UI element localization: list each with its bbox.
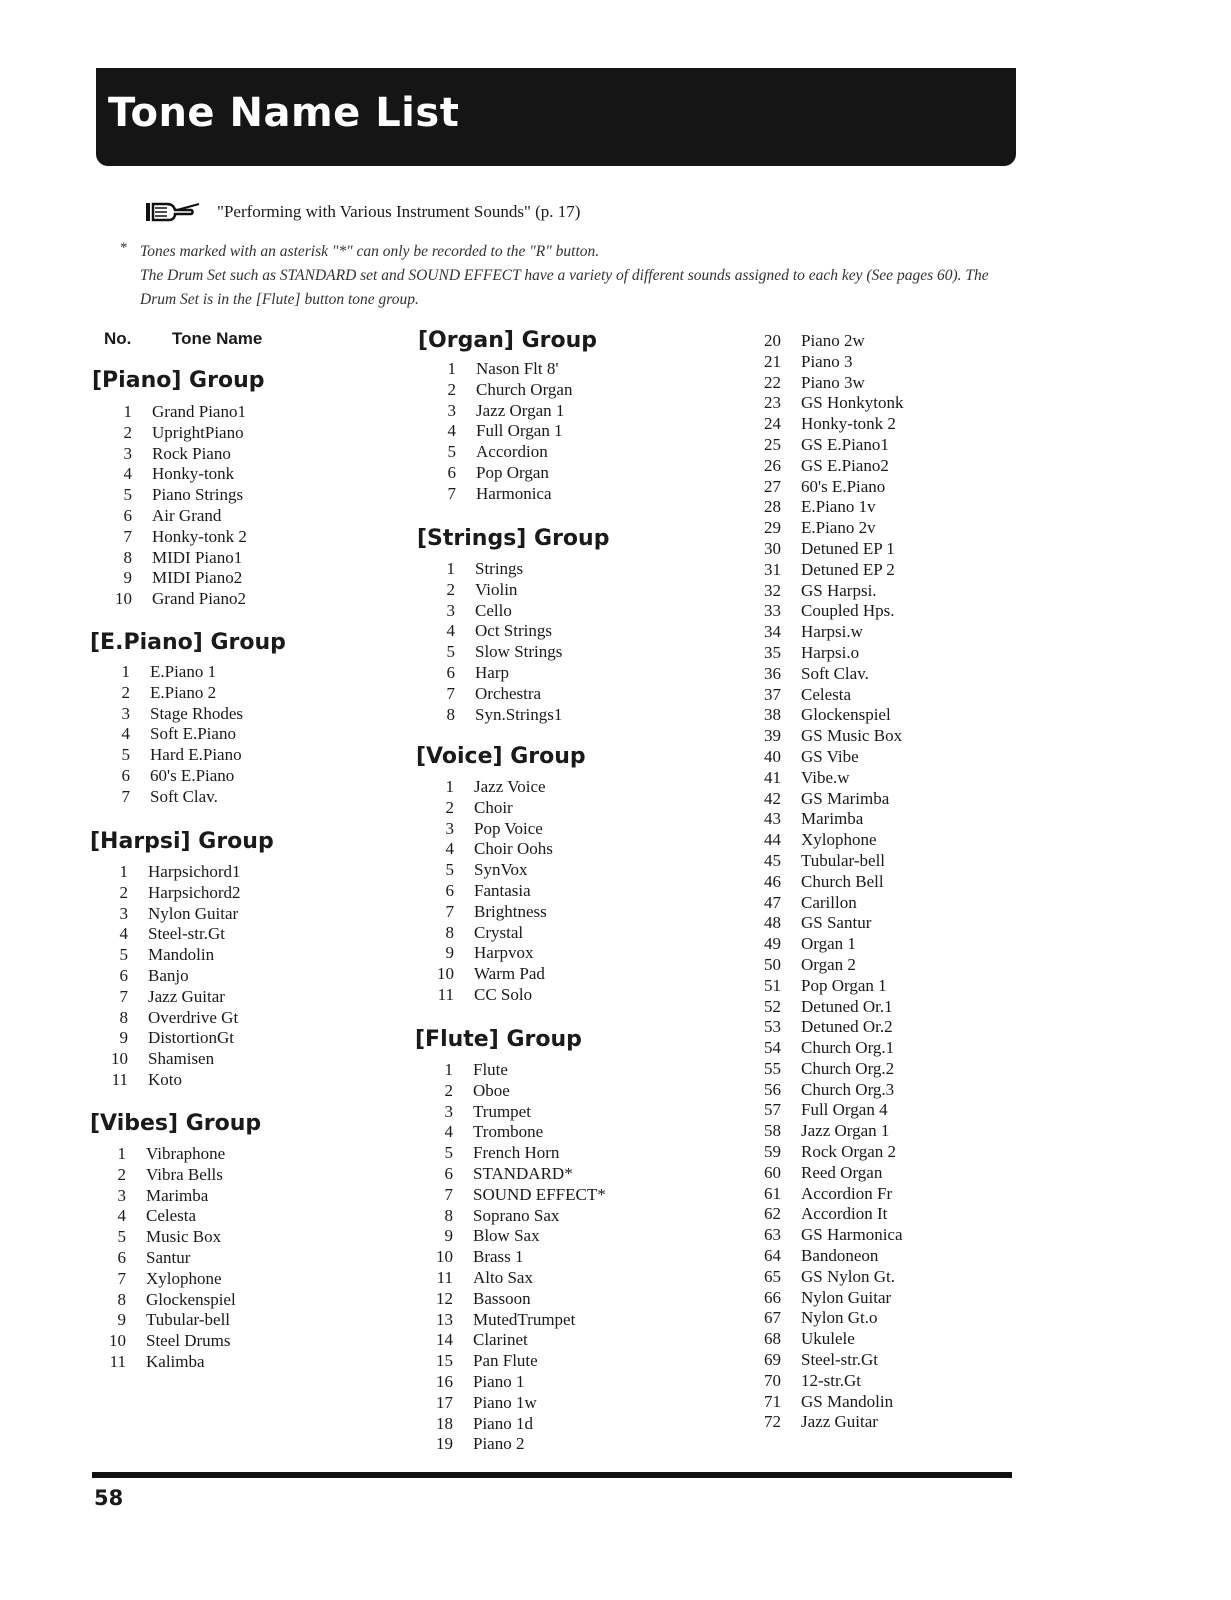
- tone-number: 3: [117, 1185, 126, 1205]
- tone-name: 60's E.Piano: [801, 476, 886, 496]
- tone-number: 3: [119, 903, 128, 923]
- tone-number: 2: [444, 1080, 453, 1100]
- tone-name: Church Organ: [476, 379, 573, 399]
- tone-name: Koto: [148, 1069, 182, 1089]
- tone-name: Harpsichord1: [148, 862, 241, 881]
- tone-name: Kalimba: [146, 1351, 205, 1371]
- tone-name: Tubular-bell: [801, 850, 886, 870]
- piano-group-title: [Piano] Group: [92, 368, 265, 393]
- tone-name: CC Solo: [474, 984, 533, 1004]
- tone-number: 1: [447, 359, 456, 378]
- tone-number: 4: [119, 924, 128, 944]
- tone-number: 9: [444, 1226, 453, 1246]
- tone-number: 10: [115, 589, 132, 609]
- tone-number: 24: [764, 414, 781, 434]
- tone-name: MIDI Piano2: [152, 568, 243, 588]
- tone-number: 4: [445, 839, 454, 859]
- tone-number: 6: [444, 1163, 453, 1183]
- tone-number: 42: [764, 788, 781, 808]
- tone-name: Harpsi.o: [801, 642, 860, 662]
- tone-number: 18: [436, 1413, 453, 1433]
- tone-name: Trombone: [473, 1122, 544, 1142]
- tone-number: 72: [764, 1412, 781, 1432]
- tone-name: Vibraphone: [146, 1144, 226, 1163]
- tone-name: Honky-tonk 2: [152, 526, 247, 546]
- tone-number: 26: [764, 455, 781, 475]
- tone-name: Soprano Sax: [473, 1205, 560, 1225]
- tone-name: Tubular-bell: [146, 1310, 231, 1330]
- tone-name: Oct Strings: [475, 621, 552, 641]
- tone-name: Brightness: [474, 901, 547, 921]
- tone-number: 4: [117, 1206, 126, 1226]
- tone-name: Xylophone: [801, 830, 877, 850]
- tone-name: E.Piano 2: [150, 682, 217, 702]
- tone-number: 50: [764, 954, 781, 974]
- tone-number: 7: [445, 901, 454, 921]
- tone-name: Detuned Or.1: [801, 996, 893, 1016]
- tone-number: 7: [121, 786, 130, 806]
- tone-number: 29: [764, 518, 781, 538]
- tone-name: GS Vibe: [801, 746, 859, 766]
- tone-number: 9: [445, 943, 454, 963]
- tone-name: Church Org.3: [801, 1079, 895, 1099]
- tone-number: 51: [764, 975, 781, 995]
- tone-number: 6: [119, 965, 128, 985]
- tone-name: Organ 1: [801, 934, 856, 954]
- organ-group-title: [Organ] Group: [418, 328, 598, 353]
- tone-name: Fantasia: [474, 880, 531, 900]
- tone-number: 3: [447, 400, 456, 420]
- tone-number: 32: [764, 580, 781, 600]
- tone-name: Slow Strings: [475, 642, 563, 662]
- tone-name: MIDI Piano1: [152, 547, 243, 567]
- tone-name: Detuned EP 2: [801, 559, 895, 579]
- tone-name: Jazz Guitar: [801, 1412, 878, 1432]
- tone-number: 13: [436, 1309, 453, 1329]
- tone-number: 62: [764, 1204, 781, 1224]
- tone-number: 71: [764, 1391, 781, 1411]
- tone-name: Soft Clav.: [150, 786, 218, 806]
- header-tone-name: Tone Name: [172, 329, 263, 348]
- tone-name: Accordion: [476, 442, 548, 462]
- tone-number: 5: [447, 442, 456, 462]
- tone-number: 8: [446, 704, 455, 724]
- tone-number: 4: [446, 621, 455, 641]
- tone-name: Piano 2: [473, 1434, 525, 1454]
- tone-name: Alto Sax: [473, 1267, 533, 1287]
- strings-group-title: [Strings] Group: [417, 526, 610, 551]
- tone-name: SOUND EFFECT*: [473, 1184, 606, 1204]
- tone-name: Celesta: [146, 1206, 197, 1226]
- tone-number: 11: [437, 984, 454, 1004]
- tone-number: 36: [764, 663, 781, 683]
- flute-group-title: [Flute] Group: [415, 1027, 582, 1052]
- tone-name: Steel-str.Gt: [801, 1350, 878, 1370]
- tone-name: GS Music Box: [801, 726, 903, 746]
- tone-name: Piano 2w: [801, 331, 865, 350]
- tone-number: 64: [764, 1246, 781, 1266]
- tone-number: 66: [764, 1287, 781, 1307]
- tone-name: Banjo: [148, 965, 189, 985]
- tone-name: Grand Piano1: [152, 402, 246, 421]
- tone-number: 6: [447, 462, 456, 482]
- tone-number: 10: [436, 1247, 453, 1267]
- title-bar: [96, 68, 1016, 166]
- tone-number: 1: [444, 1060, 453, 1079]
- tone-number: 15: [436, 1351, 453, 1371]
- tone-number: 16: [436, 1371, 453, 1391]
- reference-text[interactable]: "Performing with Various Instrument Sounds" (p. 17): [217, 202, 581, 221]
- notes: [140, 240, 1020, 312]
- tone-name: Pan Flute: [473, 1351, 538, 1371]
- tone-number: 5: [445, 860, 454, 880]
- tone-name: Glockenspiel: [801, 705, 891, 725]
- tone-name: Harp: [475, 662, 509, 682]
- tone-name: Celesta: [801, 684, 852, 704]
- tone-number: 67: [764, 1308, 781, 1328]
- tone-number: 4: [121, 724, 130, 744]
- tone-number: 59: [764, 1142, 781, 1162]
- tone-number: 9: [119, 1028, 128, 1048]
- tone-number: 5: [119, 945, 128, 965]
- tone-name: Hard E.Piano: [150, 745, 242, 765]
- tone-name: Piano 3: [801, 351, 853, 371]
- tone-number: 1: [446, 559, 455, 578]
- tone-number: 25: [764, 434, 781, 454]
- tone-name: Bandoneon: [801, 1246, 879, 1266]
- tone-number: 10: [111, 1049, 128, 1069]
- tone-name: French Horn: [473, 1143, 560, 1163]
- tone-number: 4: [447, 421, 456, 441]
- tone-name: STANDARD*: [473, 1163, 573, 1183]
- tone-number: 61: [764, 1183, 781, 1203]
- tone-number: 1: [119, 862, 128, 881]
- tone-name: Harpsi.w: [801, 622, 863, 642]
- tone-number: 2: [445, 797, 454, 817]
- tone-number: 2: [446, 579, 455, 599]
- tone-number: 12: [436, 1288, 453, 1308]
- tone-name: Jazz Organ 1: [476, 400, 565, 420]
- tone-number: 7: [119, 986, 128, 1006]
- tone-number: 5: [123, 485, 132, 505]
- tone-number: 52: [764, 996, 781, 1016]
- tone-number: 1: [117, 1144, 126, 1163]
- tone-name: Jazz Voice: [474, 777, 546, 796]
- tone-name: Soft E.Piano: [150, 724, 236, 744]
- tone-name: Pop Organ 1: [801, 975, 887, 995]
- tone-number: 11: [111, 1069, 128, 1089]
- tone-name: Full Organ 1: [476, 421, 563, 441]
- tone-number: 60: [764, 1162, 781, 1182]
- tone-name: Stage Rhodes: [150, 703, 244, 723]
- tone-name: Jazz Guitar: [148, 986, 225, 1006]
- tone-number: 33: [764, 601, 781, 621]
- tone-name: Choir Oohs: [474, 839, 553, 859]
- tone-name: Accordion It: [801, 1204, 888, 1224]
- tone-name: E.Piano 1v: [801, 497, 876, 517]
- tone-number: 5: [121, 745, 130, 765]
- tone-number: 2: [447, 379, 456, 399]
- tone-name: Mandolin: [148, 945, 215, 965]
- tone-number: 34: [764, 622, 781, 642]
- tone-name: Pop Organ: [476, 462, 549, 482]
- tone-name: Grand Piano2: [152, 589, 246, 609]
- pointing-hand-icon: [145, 198, 203, 226]
- tone-name: Marimba: [801, 809, 864, 829]
- tone-number: 69: [764, 1350, 781, 1370]
- tone-number: 58: [764, 1121, 781, 1141]
- tone-name: E.Piano 2v: [801, 518, 876, 538]
- tone-name: GS E.Piano2: [801, 455, 889, 475]
- tone-name: Steel Drums: [146, 1331, 231, 1351]
- tone-number: 38: [764, 705, 781, 725]
- tone-name: GS Marimba: [801, 788, 890, 808]
- tone-number: 47: [764, 892, 781, 912]
- tone-number: 43: [764, 809, 781, 829]
- tone-name: Air Grand: [152, 505, 222, 525]
- tone-number: 48: [764, 913, 781, 933]
- tone-name: Reed Organ: [801, 1162, 883, 1182]
- tone-number: 2: [121, 682, 130, 702]
- tone-number: 7: [444, 1184, 453, 1204]
- tone-name: GS Harmonica: [801, 1225, 903, 1245]
- tone-name: GS Santur: [801, 913, 872, 933]
- tone-number: 35: [764, 642, 781, 662]
- page-title: Tone Name List: [108, 90, 460, 136]
- note-line-1: Tones marked with an asterisk "*" can only be recorded to the "R" button.: [140, 243, 600, 260]
- tone-number: 39: [764, 726, 781, 746]
- tone-number: 7: [446, 683, 455, 703]
- tone-name: Strings: [475, 559, 524, 578]
- tone-number: 19: [436, 1434, 453, 1454]
- tone-number: 7: [123, 526, 132, 546]
- tone-number: 45: [764, 850, 781, 870]
- tone-name: Church Bell: [801, 871, 884, 891]
- tone-number: 8: [117, 1289, 126, 1309]
- tone-number: 6: [121, 765, 130, 785]
- tone-number: 11: [109, 1351, 126, 1371]
- tone-number: 9: [117, 1310, 126, 1330]
- tone-number: 8: [123, 547, 132, 567]
- tone-name: Coupled Hps.: [801, 601, 895, 621]
- tone-number: 70: [764, 1370, 781, 1390]
- tone-name: Piano 3w: [801, 372, 865, 392]
- tone-name: Cello: [475, 600, 512, 620]
- tone-number: 65: [764, 1266, 781, 1286]
- tone-number: 11: [436, 1267, 453, 1287]
- tone-name: GS Harpsi.: [801, 580, 877, 600]
- tone-number: 3: [446, 600, 455, 620]
- tone-name: Glockenspiel: [146, 1289, 236, 1309]
- tone-name: Piano Strings: [152, 485, 244, 505]
- tone-number: 40: [764, 746, 781, 766]
- tone-number: 56: [764, 1079, 781, 1099]
- note-asterisk: *: [120, 240, 128, 256]
- tone-number: 8: [445, 922, 454, 942]
- tone-number: 17: [436, 1392, 453, 1412]
- tone-name: E.Piano 1: [150, 662, 217, 681]
- tone-name: Harpvox: [474, 943, 534, 963]
- tone-name: Bassoon: [473, 1288, 531, 1308]
- tone-name: Orchestra: [475, 683, 542, 703]
- tone-number: 8: [119, 1007, 128, 1027]
- tone-name: Clarinet: [473, 1330, 528, 1350]
- tone-number: 44: [764, 830, 781, 850]
- tone-number: 68: [764, 1329, 781, 1349]
- tone-name: Violin: [475, 579, 518, 599]
- tone-number: 5: [117, 1227, 126, 1247]
- tone-name: Detuned Or.2: [801, 1017, 893, 1037]
- tone-name: Marimba: [146, 1185, 209, 1205]
- tone-number: 4: [123, 464, 132, 484]
- tone-number: 14: [436, 1330, 453, 1350]
- tone-name: GS Nylon Gt.: [801, 1266, 895, 1286]
- tone-number: 3: [445, 818, 454, 838]
- tone-name: Rock Organ 2: [801, 1142, 897, 1162]
- tone-number: 2: [119, 882, 128, 902]
- tone-number: 3: [444, 1101, 453, 1121]
- tone-number: 22: [764, 372, 781, 392]
- tone-number: 3: [121, 703, 130, 723]
- tone-name: Harmonica: [476, 483, 552, 503]
- header-no: No.: [104, 329, 132, 348]
- tone-name: Church Org.2: [801, 1058, 895, 1078]
- tone-number: 57: [764, 1100, 781, 1120]
- tone-number: 37: [764, 684, 781, 704]
- tone-number: 23: [764, 393, 781, 413]
- tone-name: Blow Sax: [473, 1226, 540, 1246]
- tone-name: DistortionGt: [148, 1028, 234, 1048]
- tone-number: 53: [764, 1017, 781, 1037]
- tone-name: UprightPiano: [152, 422, 244, 442]
- tone-number: 28: [764, 497, 781, 517]
- tone-name: Trumpet: [473, 1101, 531, 1121]
- tone-name: Honky-tonk 2: [801, 414, 896, 434]
- tone-name: Warm Pad: [474, 964, 545, 984]
- tone-name: 12-str.Gt: [801, 1370, 861, 1390]
- tone-name: Choir: [474, 797, 513, 817]
- tone-name: SynVox: [474, 860, 528, 880]
- footer-rule: [92, 1472, 1012, 1478]
- tone-number: 55: [764, 1058, 781, 1078]
- tone-name: Shamisen: [148, 1049, 215, 1069]
- tone-name: Full Organ 4: [801, 1100, 888, 1120]
- tone-name: Nylon Guitar: [148, 903, 239, 923]
- tone-name: Music Box: [146, 1227, 222, 1247]
- tone-name: Nason Flt 8': [476, 359, 559, 378]
- tone-number: 46: [764, 871, 781, 891]
- note-line-2: The Drum Set such as STANDARD set and SOUND EFFECT have a variety of different sounds assigned to each key (See pages 60). The Drum Set is in the [Flute] button tone group.: [140, 267, 989, 308]
- tone-number: 5: [446, 642, 455, 662]
- tone-number: 10: [109, 1331, 126, 1351]
- tone-name: Detuned EP 1: [801, 538, 895, 558]
- tone-number: 31: [764, 559, 781, 579]
- tone-number: 30: [764, 538, 781, 558]
- tone-name: Piano 1w: [473, 1392, 537, 1412]
- tone-number: 2: [123, 422, 132, 442]
- tone-number: 63: [764, 1225, 781, 1245]
- tone-name: Rock Piano: [152, 443, 231, 463]
- tone-name: Carillon: [801, 892, 857, 912]
- tone-name: Organ 2: [801, 954, 856, 974]
- tone-name: GS Honkytonk: [801, 393, 904, 413]
- tone-name: Nylon Gt.o: [801, 1308, 878, 1328]
- tone-number: 41: [764, 767, 781, 787]
- vibes-group-title: [Vibes] Group: [90, 1111, 262, 1136]
- tone-number: 6: [446, 662, 455, 682]
- tone-number: 21: [764, 351, 781, 371]
- tone-number: 49: [764, 934, 781, 954]
- tone-number: 3: [123, 443, 132, 463]
- tone-number: 1: [123, 402, 132, 421]
- tone-number: 27: [764, 476, 781, 496]
- tone-number: 5: [444, 1143, 453, 1163]
- tone-number: 1: [445, 777, 454, 796]
- tone-name: GS E.Piano1: [801, 434, 889, 454]
- tone-name: Crystal: [474, 922, 524, 942]
- tone-number: 6: [445, 880, 454, 900]
- tone-name: GS Mandolin: [801, 1391, 894, 1411]
- tone-number: 7: [117, 1268, 126, 1288]
- tone-name: Vibra Bells: [146, 1164, 223, 1184]
- tone-number: 4: [444, 1122, 453, 1142]
- tone-name: MutedTrumpet: [473, 1309, 576, 1329]
- tone-name: Pop Voice: [474, 818, 543, 838]
- tone-name: Overdrive Gt: [148, 1007, 239, 1027]
- tone-name: Flute: [473, 1060, 508, 1079]
- tone-number: 6: [117, 1247, 126, 1267]
- tone-name: Church Org.1: [801, 1038, 895, 1058]
- tone-name: Honky-tonk: [152, 464, 235, 484]
- tone-name: Ukulele: [801, 1329, 855, 1349]
- epiano-group-title: [E.Piano] Group: [90, 630, 286, 655]
- tone-name: Syn.Strings1: [475, 704, 563, 724]
- tone-name: Brass 1: [473, 1247, 524, 1267]
- tone-name: Santur: [146, 1247, 191, 1267]
- tone-name: Xylophone: [146, 1268, 222, 1288]
- tone-number: 1: [121, 662, 130, 681]
- tone-number: 9: [123, 568, 132, 588]
- tone-name: 60's E.Piano: [150, 765, 235, 785]
- tone-name: Oboe: [473, 1080, 510, 1100]
- tone-number: 20: [764, 331, 781, 350]
- tone-name: Jazz Organ 1: [801, 1121, 890, 1141]
- page-number: 58: [94, 1486, 124, 1510]
- tone-number: 6: [123, 505, 132, 525]
- tone-number: 7: [447, 483, 456, 503]
- tone-name: Nylon Guitar: [801, 1287, 892, 1307]
- tone-number: 10: [437, 964, 454, 984]
- voice-group-title: [Voice] Group: [416, 744, 586, 769]
- tone-name: Piano 1: [473, 1371, 525, 1391]
- tone-name: Soft Clav.: [801, 663, 869, 683]
- harpsi-group-title: [Harpsi] Group: [90, 829, 274, 854]
- tone-name: Harpsichord2: [148, 882, 241, 902]
- tone-number: 2: [117, 1164, 126, 1184]
- tone-number: 54: [764, 1038, 781, 1058]
- tone-name: Accordion Fr: [801, 1183, 893, 1203]
- tone-name: Vibe.w: [801, 767, 850, 787]
- tone-name: Piano 1d: [473, 1413, 533, 1433]
- tone-name: Steel-str.Gt: [148, 924, 225, 944]
- tone-number: 8: [444, 1205, 453, 1225]
